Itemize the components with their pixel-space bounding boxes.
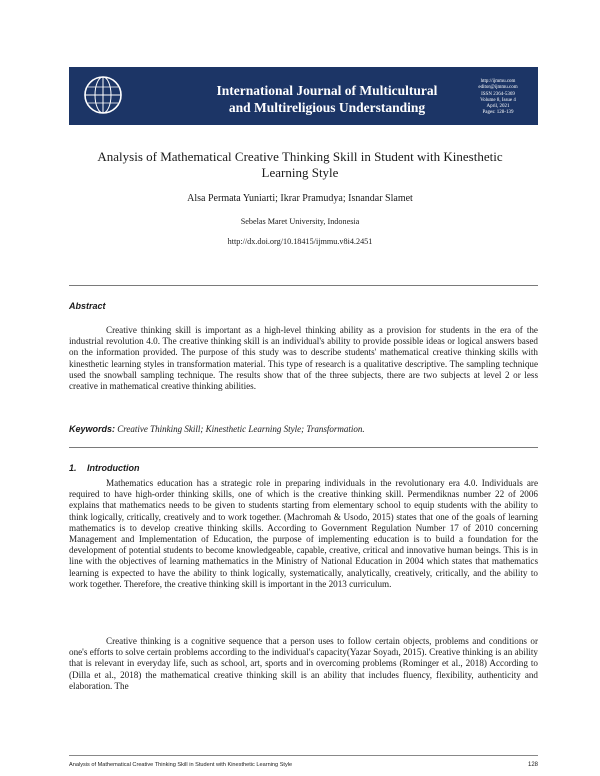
- footer-divider: [69, 755, 538, 756]
- running-title: Analysis of Mathematical Creative Thinking Skill in Student with Kinesthetic Learning Style: [69, 762, 293, 768]
- journal-name-line1: International Journal of Multicultural: [216, 83, 438, 98]
- page-number: 128: [527, 762, 538, 768]
- journal-banner: [69, 67, 538, 125]
- journal-name-line2: and Multireligious Understanding: [228, 100, 426, 115]
- divider-top: [69, 285, 538, 286]
- abstract-heading: Abstract: [69, 301, 106, 311]
- keywords-label: Keywords:: [69, 424, 116, 434]
- section-number: 1.: [69, 463, 77, 473]
- authors: Alsa Permata Yuniarti; Ikrar Pramudya; Isnandar Slamet: [187, 193, 413, 204]
- article-title-line2: Learning Style: [261, 165, 339, 180]
- keywords: [69, 424, 538, 434]
- journal-name: [172, 82, 482, 116]
- journal-issn: ISSN 2364-5369: [481, 91, 515, 97]
- journal-pages: Pages: 128-139: [482, 110, 514, 116]
- divider-keywords: [69, 447, 538, 448]
- affiliation: Sebelas Maret University, Indonesia: [240, 217, 360, 226]
- journal-meta: [465, 79, 531, 117]
- journal-email[interactable]: editor@ijmmu.com: [478, 85, 518, 91]
- globe-logo-icon: [83, 75, 123, 115]
- section-heading-introduction: [69, 463, 140, 473]
- abstract-text: Creative thinking skill is important as a high-level thinking ability as a provision for students in the era of the industrial revolution 4.0. The creative thinking skill is an individual's ability to provide possible ideas or logical answers based on the information provided. The purpose of this study was to describe students' mathematical creative thinking skills with kinesthetic learning styles in transformation material. This type of research is a qualitative descriptive. The sampling technique used the snowball sampling technique. The results show that of the three subjects, there are two subjects at level 2 or less creative in mathematical creative thinking abilities.: [69, 325, 538, 392]
- intro-paragraph-2: Creative thinking is a cognitive sequence that a person uses to follow certain objects, problems and conditions or one's efforts to solve certain problems according to the individual's capacity(Yazar Soyadı, 2015). Creative thinking is an ability that is relevant in everyday life, such as school, art, sports and in overcoming problems (Rominger et al., 2018) According to (Dilla et al., 2018) the mathematical creative thinking skill is an ability that includes fluency, flexibility, authenticity and elaboration. The: [69, 636, 538, 691]
- journal-volume: Volume 8, Issue 4: [480, 97, 516, 103]
- intro-paragraph-1: Mathematics education has a strategic role in preparing individuals in the revolutionary era 4.0. Individuals are required to have high-order thinking skills, one of which is the creative thinking skill. Permendiknas number 22 of 2006 explains that mathematics needs to be given to students starting from elementary school to equip students with the ability to think logically, critically, creatively and to work together. (Machromah & Usodo, 2015) states that one of the goals of learning mathematics is to develop creative thinking skills. According to Government Regulation Number 17 of 2010 concerning Management and Implementation of Education, the purpose of implementing education is to build a foundation for the development of potential students to become knowledgeable, capable, creative, critical and innovative human beings. This is in line with the objectives of learning mathematics in the Ministry of National Education in 2004 which states that mathematics learning is expected to have the ability to think logically, systematically, analytically, creatively, critically, and the ability to work together. Therefore, the creative thinking skill is important in the 2013 curriculum.: [69, 478, 538, 589]
- article-title: [78, 149, 522, 181]
- article-title-line1: Analysis of Mathematical Creative Thinking Skill in Student with Kinesthetic: [97, 149, 503, 164]
- doi-link[interactable]: http://dx.doi.org/10.18415/ijmmu.v8i4.2451: [227, 237, 373, 246]
- journal-url[interactable]: http://ijmmu.com: [480, 79, 516, 84]
- section-title: Introduction: [87, 463, 140, 473]
- journal-date: April, 2021: [486, 104, 510, 110]
- keywords-values: Creative Thinking Skill; Kinesthetic Learning Style; Transformation.: [117, 424, 365, 434]
